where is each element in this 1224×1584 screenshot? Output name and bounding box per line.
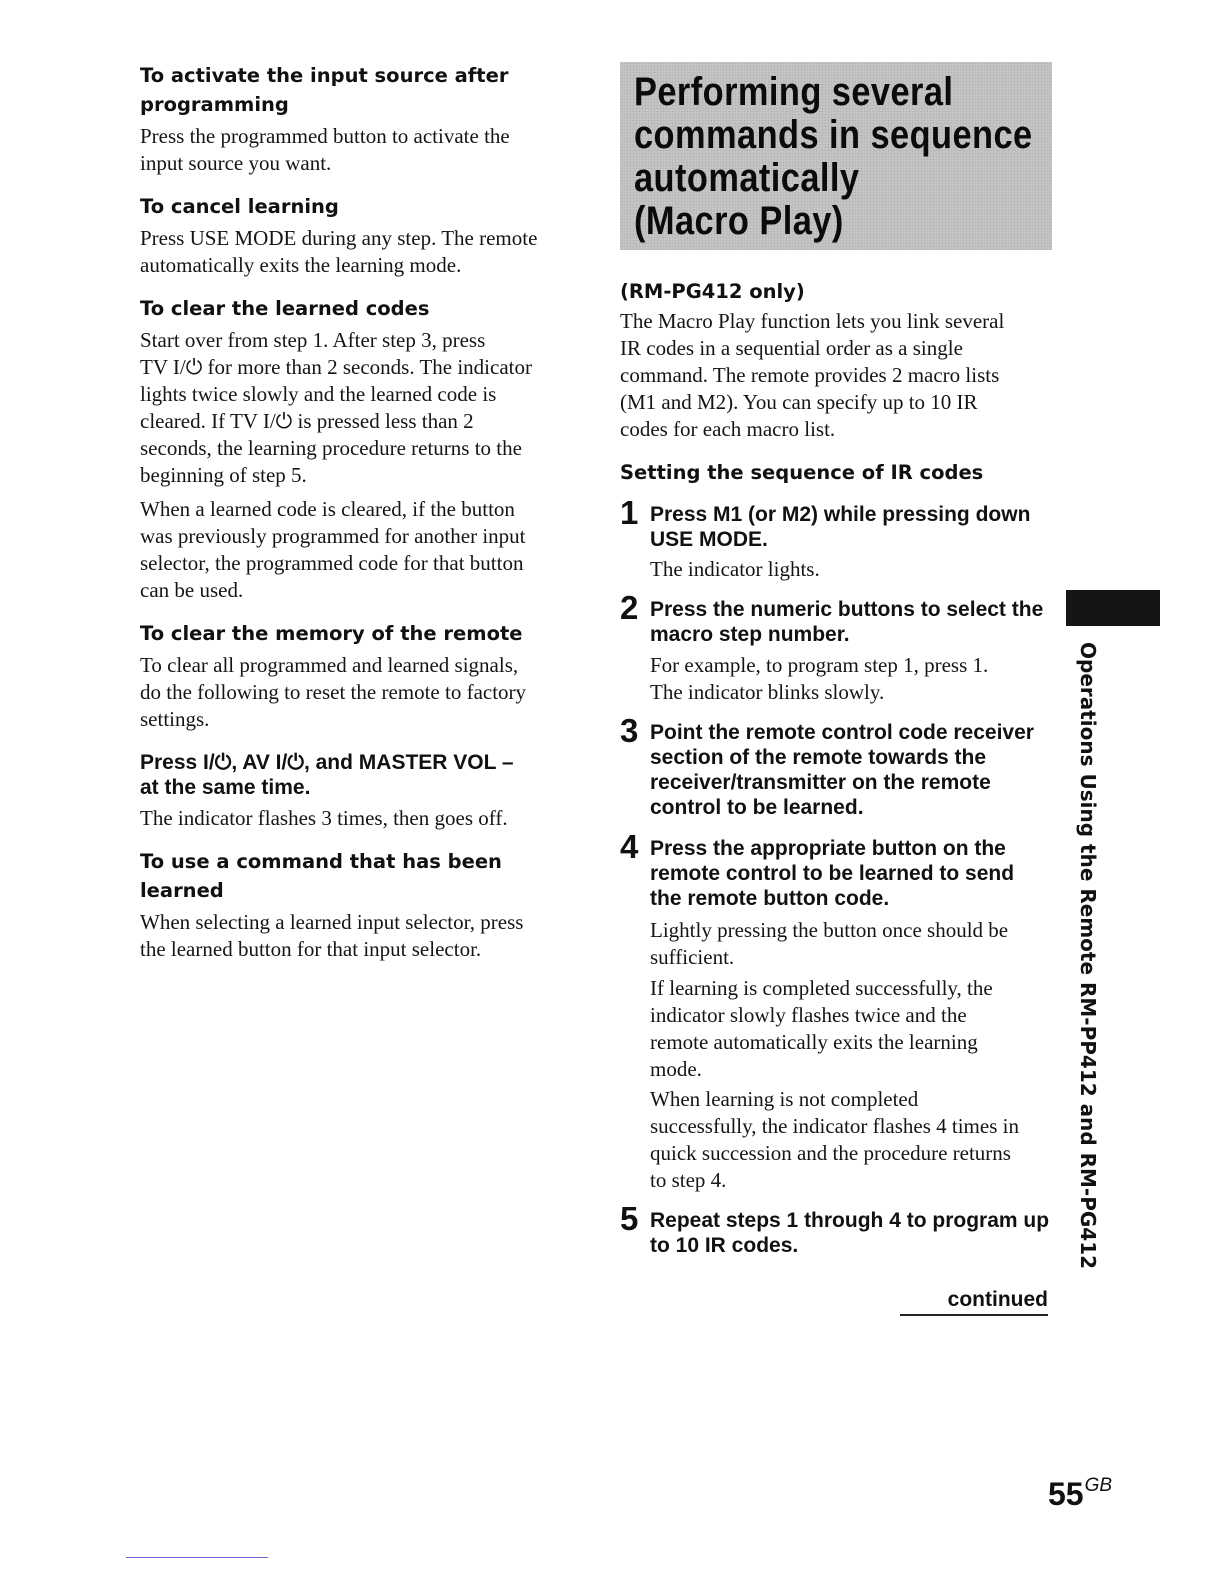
step-number: 3 [620,712,639,749]
banner-title-line: Performing several [634,70,954,114]
step-number: 4 [620,828,639,865]
cancel-text-line-1: Press USE MODE during any step. The remote [140,226,538,250]
step-body-line: mode. [650,1057,702,1081]
clear-memory-line: do the following to reset the remote to factory [140,680,527,704]
clear-memory-line: settings. [140,707,210,731]
page-number [1048,1466,1112,1514]
step-body-line: sufficient. [650,945,735,969]
step-body-line: Lightly pressing the button once should be [650,918,1009,942]
use-command-text-line-1: When selecting a learned input selector, press [140,910,524,934]
step-body-line: indicator slowly flashes twice and the [650,1003,967,1027]
intro-line: The Macro Play function lets you link several [620,309,1005,333]
activate-text-line-2: input source you want. [140,151,332,175]
continued-label: continued [900,1286,1048,1316]
banner-title-line: automatically [634,156,860,200]
use-command-heading-line-1: To use a command that has been [140,850,502,873]
step-body-line: The indicator lights. [650,557,820,581]
activate-heading-line-1: To activate the input source after [140,64,509,87]
reset-instruction-line-1: Press I/⏻, AV I/⏻, and MASTER VOL – [140,751,514,774]
clear-codes-line: lights twice slowly and the learned code is [140,382,497,406]
side-tab-marker [1066,590,1160,626]
clear-codes-p2-line: When a learned code is cleared, if the button [140,497,515,521]
use-command-text-line-2: the learned button for that input selector. [140,937,482,961]
step-heading-line: Point the remote control code receiver [650,721,1034,744]
step-body-line: If learning is completed successfully, the [650,976,993,1000]
step-heading-line: macro step number. [650,623,850,646]
reset-result-text: The indicator flashes 3 times, then goes off. [140,806,508,830]
footer-rule [126,1557,268,1558]
clear-codes-line: beginning of step 5. [140,463,307,487]
activate-heading-line-2: programming [140,93,289,116]
use-command-heading-line-2: learned [140,879,224,902]
step-body-line: The indicator blinks slowly. [650,680,885,704]
clear-codes-p2-line: can be used. [140,578,244,602]
cancel-heading: To cancel learning [140,195,339,218]
intro-line: codes for each macro list. [620,417,836,441]
activate-text-line-1: Press the programmed button to activate the [140,124,510,148]
banner-title-line: (Macro Play) [634,199,844,243]
intro-line: IR codes in a sequential order as a single [620,336,963,360]
step-heading-line: receiver/transmitter on the remote [650,771,991,794]
step-number: 1 [620,494,639,531]
side-tab-label-wrap [1070,642,1114,1292]
clear-codes-line: cleared. If TV I/⏻ is pressed less than 2 [140,409,474,433]
step-heading-line: section of the remote towards the [650,746,987,769]
step-body-line: successfully, the indicator flashes 4 times in [650,1114,1019,1138]
step-body-line: When learning is not completed [650,1087,919,1111]
clear-memory-heading: To clear the memory of the remote [140,622,523,645]
clear-codes-p2-line: was previously programmed for another input [140,524,526,548]
side-tab-label: Operations Using the Remote RM-PP412 and RM-PG412 [1076,642,1100,1270]
step-heading-line: Press the appropriate button on the [650,837,1006,860]
step-heading-line: Repeat steps 1 through 4 to program up [650,1209,1050,1232]
page-number-suffix: GB [1084,1475,1113,1496]
clear-codes-line: TV I/⏻ for more than 2 seconds. The indicator [140,355,532,379]
step-heading-line: remote control to be learned to send [650,862,1015,885]
step-heading-line: Press M1 (or M2) while pressing down [650,503,1031,526]
step-heading-line: the remote button code. [650,887,890,910]
step-number: 2 [620,589,639,626]
step-body-line: quick succession and the procedure returns [650,1141,1011,1165]
clear-memory-line: To clear all programmed and learned signals, [140,653,519,677]
step-body-line: For example, to program step 1, press 1. [650,653,989,677]
clear-codes-line: seconds, the learning procedure returns to the [140,436,522,460]
clear-codes-heading: To clear the learned codes [140,297,430,320]
cancel-text-line-2: automatically exits the learning mode. [140,253,462,277]
step-number: 5 [620,1200,639,1237]
model-note: (RM-PG412 only) [620,280,805,303]
sequence-heading: Setting the sequence of IR codes [620,461,984,484]
step-body-line: to step 4. [650,1168,727,1192]
intro-line: (M1 and M2). You can specify up to 10 IR [620,390,978,414]
intro-line: command. The remote provides 2 macro lists [620,363,1000,387]
step-heading-line: control to be learned. [650,796,864,819]
step-heading-line: to 10 IR codes. [650,1234,799,1257]
page-number-value: 55 [1048,1476,1084,1512]
banner-title-line: commands in sequence [634,113,1033,157]
reset-instruction-line-2: at the same time. [140,776,311,799]
clear-codes-line: Start over from step 1. After step 3, press [140,328,486,352]
step-heading-line: Press the numeric buttons to select the [650,598,1044,621]
section-title-banner [620,62,1052,250]
step-heading-line: USE MODE. [650,528,768,551]
clear-codes-p2-line: selector, the programmed code for that button [140,551,524,575]
step-body-line: remote automatically exits the learning [650,1030,978,1054]
